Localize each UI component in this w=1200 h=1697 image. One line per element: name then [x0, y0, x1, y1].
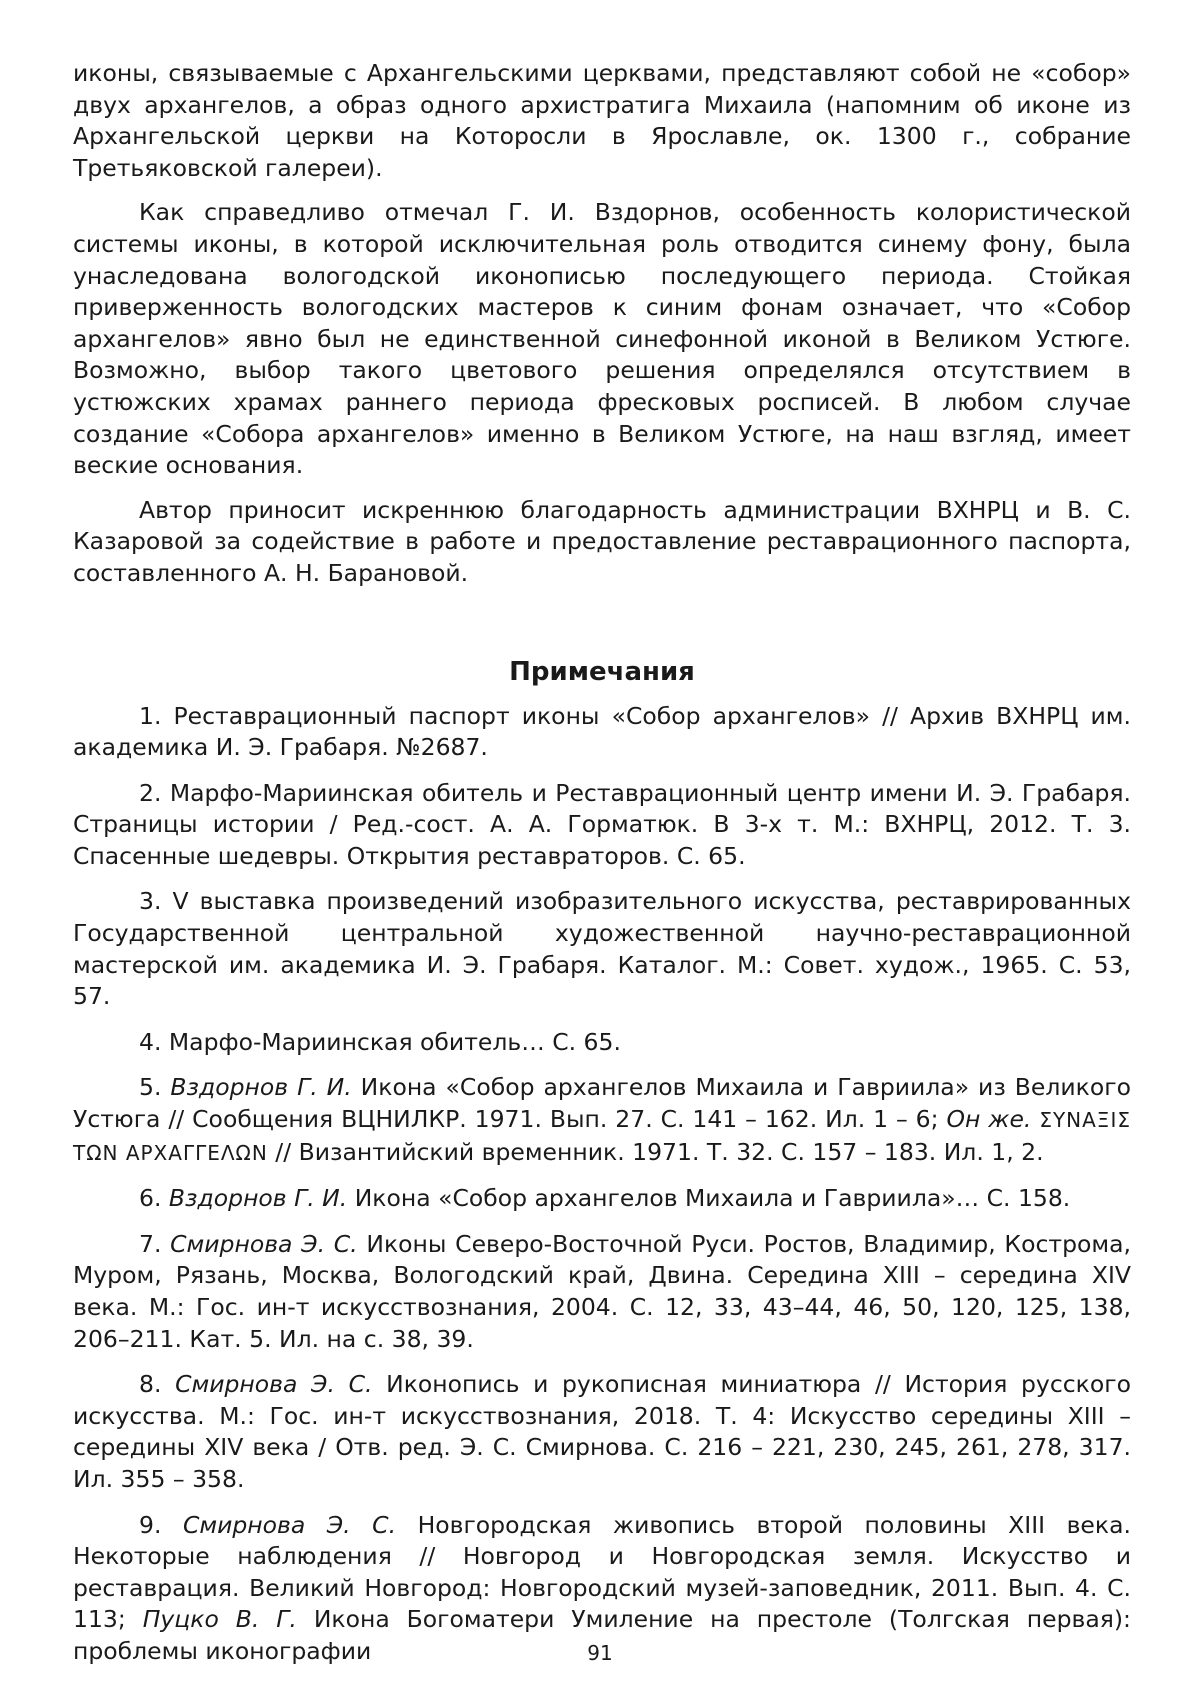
notes-heading: Примечания: [509, 656, 695, 687]
note-9-text-b: Икона Богоматери Умиление на престоле (Толгская первая): проблемы иконографии: [73, 1605, 1131, 1665]
note-5-author: Вздорнов Г. И.: [170, 1073, 352, 1102]
note-8-text: Иконопись и рукописная миниатюра // История русского искусства. М.: Гос. ин-т искусствознания, 2018. Т. 4: Искусство середины XIII – середины XIV века / Отв. ред. Э. С. Смирнова. С. 216 – 221, 230, 245, 261, 278, 317. Ил. 355 – 358.: [73, 1370, 1131, 1493]
note-4: 4. Марфо-Мариинская обитель… С. 65.: [139, 1027, 621, 1056]
note-5-number: 5.: [139, 1073, 162, 1102]
note-8-author: Смирнова Э. С.: [175, 1370, 373, 1399]
note-5-author-b: Он же.: [946, 1105, 1032, 1134]
page-content: [73, 58, 1131, 1682]
note-9-number: 9.: [139, 1510, 162, 1539]
body-paragraph-2: Как справедливо отмечал Г. И. Вздорнов, особенность колористической системы иконы, в которой исключительная роль отводится синему фону, была унаследована вологодской иконописью последующего периода. Стойкая приверженность вологодских мастеров к синим фонам означает, что «Собор архангелов» явно был не единственной синефонной иконой в Великом Устюге. Возможно, выбор такого цветового решения определялся отсутствием в устюжских храмах раннего периода фресковых росписей. В любом случае создание «Собора архангелов» именно в Великом Устюге, на наш взгляд, имеет веские основания.: [73, 198, 1131, 480]
note-6-author: Вздорнов Г. И.: [168, 1184, 348, 1213]
note-9-author: Смирнова Э. С.: [182, 1510, 397, 1539]
note-6-text: Икона «Собор архангелов Михаила и Гавриила»… С. 158.: [354, 1184, 1071, 1213]
note-5: [73, 1072, 1131, 1169]
note-2: 2. Марфо-Мариинская обитель и Реставрационный центр имени И. Э. Грабаря. Страницы истории / Ред.-сост. А. А. Горматюк. В 3-х т. М.: ВХНРЦ, 2012. Т. 3. Спасенные шедевры. Открытия реставраторов. С. 65.: [73, 778, 1131, 870]
note-5-text-b: // Византийский временник. 1971. Т. 32. С. 157 – 183. Ил. 1, 2.: [275, 1137, 1044, 1166]
note-8: [73, 1369, 1131, 1495]
note-8-number: 8.: [139, 1370, 162, 1399]
page-number: 91: [587, 1641, 613, 1665]
note-5-greek-title: ΣΥΝΑΞΙΣ ΤΩΝ ΑΡΧΑΓΓΕΛΩΝ: [73, 1108, 1131, 1165]
note-6: [73, 1183, 1131, 1215]
body-paragraph-3: Автор приносит искреннюю благодарность администрации ВХНРЦ и В. С. Казаровой за содействие в работе и предоставление реставрационного паспорта, составленного А. Н. Барановой.: [73, 495, 1131, 587]
note-7-number: 7.: [139, 1229, 162, 1258]
body-paragraph-1: иконы, связываемые с Архангельскими церквами, представляют собой не «собор» двух архангелов, а образ одного архистратига Михаила (напомним об иконе из Архангельской церкви на Которосли в Ярославле, ок. 1300 г., собрание Третьяковской галереи).: [73, 59, 1131, 182]
note-3: 3. V выставка произведений изобразительного искусства, реставрированных Государственной центральной художественной научно-реставрационной мастерской им. академика И. Э. Грабаря. Каталог. М.: Совет. худож., 1965. С. 53, 57.: [73, 887, 1131, 1011]
note-5-text-a: Икона «Собор архангелов Михаила и Гавриила» из Великого Устюга // Сообщения ВЦНИЛКР. 1971. Вып. 27. С. 141 – 162. Ил. 1 – 6;: [73, 1073, 1131, 1134]
note-7: [73, 1229, 1131, 1355]
note-7-text: Иконы Северо-Восточной Руси. Ростов, Владимир, Кострома, Муром, Рязань, Москва, Вологодский край, Двина. Середина XIII – середина XIV века. М.: Гос. ин-т искусствознания, 2004. С. 12, 33, 43–44, 46, 50, 120, 125, 138, 206–211. Кат. 5. Ил. на с. 38, 39.: [73, 1229, 1131, 1353]
note-9-author-b: Пуцко В. Г.: [142, 1605, 297, 1634]
note-1: 1. Реставрационный паспорт иконы «Собор архангелов» // Архив ВХНРЦ им. академика И. Э. Грабаря. №2687.: [73, 701, 1131, 762]
note-7-author: Смирнова Э. С.: [170, 1229, 358, 1258]
note-6-number: 6.: [139, 1184, 162, 1213]
note-9-text-a: Новгородская живопись второй половины XIII века. Некоторые наблюдения // Новгород и Новгородская земля. Искусство и реставрация. Великий Новгород: Новгородский музей-заповедник, 2011. Вып. 4. С. 113;: [73, 1510, 1131, 1634]
